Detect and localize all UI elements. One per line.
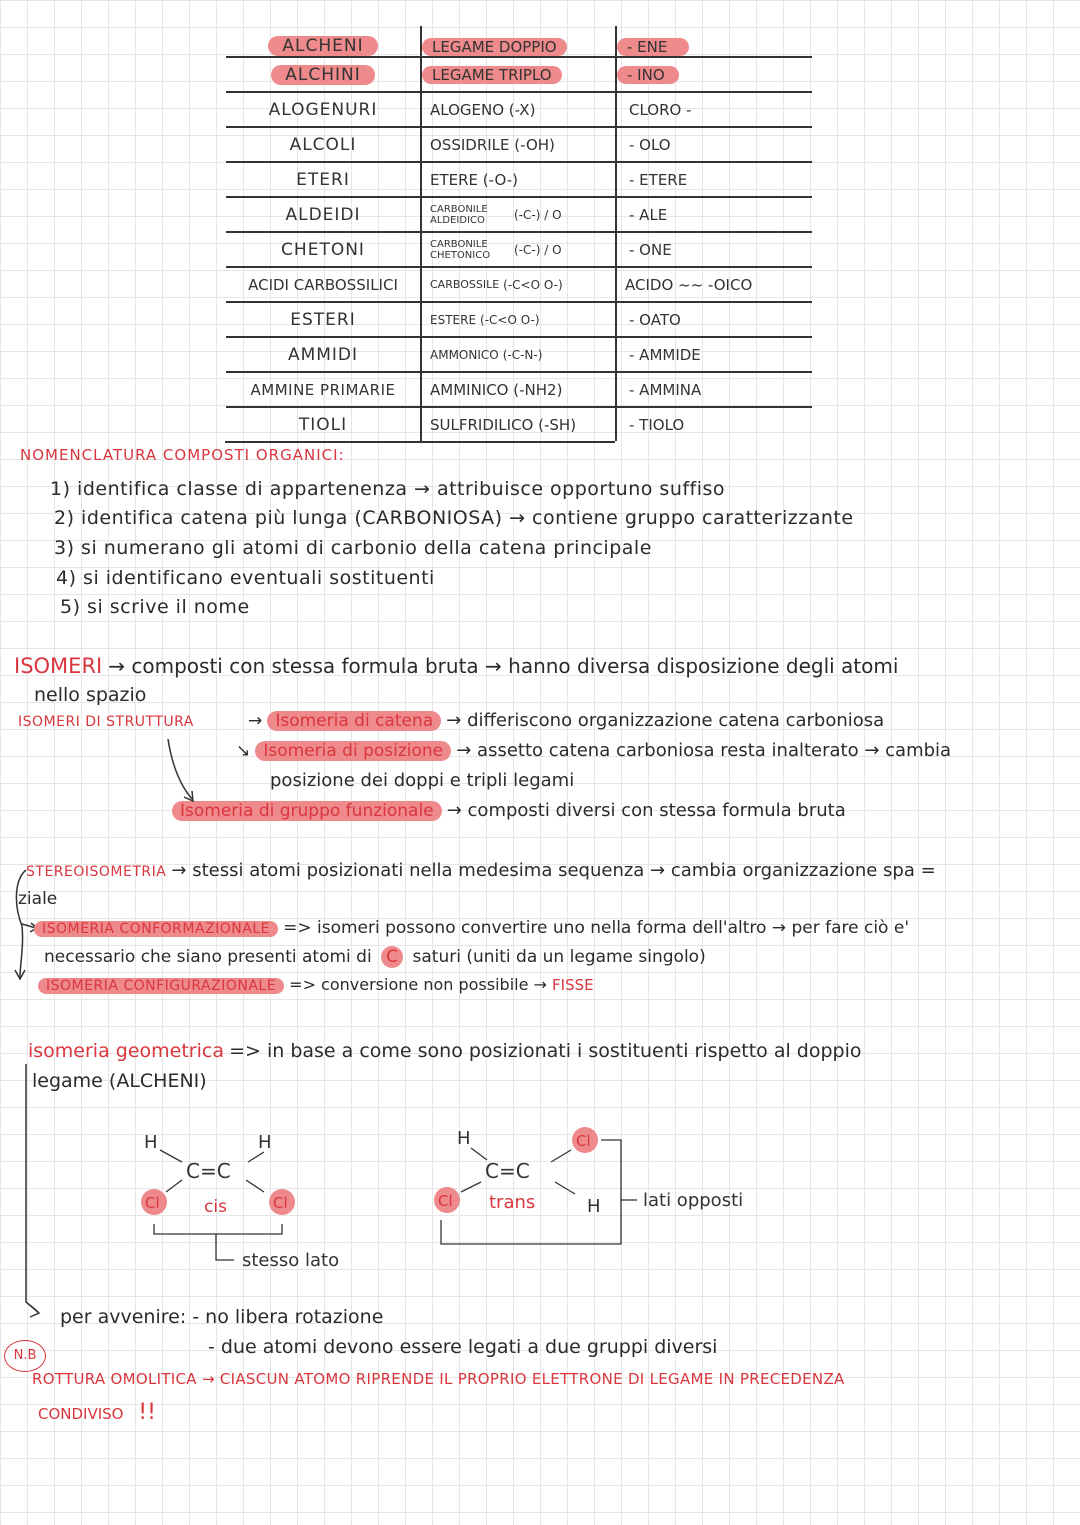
suffix-cell: - INO [617,66,679,84]
geometrica-bracket-line [14,1060,44,1320]
cis-cl2: Cl [273,1194,288,1212]
condition-2: - due atomi devono essere legati a due gruppi diversi [208,1336,718,1358]
formula-cell: (-C<O O-) [503,277,563,292]
suffix-cell: - AMMINA [629,380,702,399]
struttura-branch-arrow [150,735,210,805]
group-cell: AMMONICO [430,347,499,362]
config-fixed: FISSE [552,976,594,994]
group-cell: LEGAME DOPPIO [422,38,567,56]
conf-label: ISOMERIA CONFORMAZIONALE [34,921,278,937]
class-cell: AMMIDI [287,344,359,365]
note-text: ROTTURA OMOLITICA → CIASCUN ATOMO RIPRENDE IL PROPRIO ELETTRONE DI LEGAME IN PRECEDENZA [32,1370,845,1388]
gruppo-label: Isomeria di gruppo funzionale [172,801,442,821]
trans-cl1: Cl [576,1132,591,1150]
nomenclatura-step: 4) si identificano eventuali sostituenti [56,567,435,589]
note-text-cont: CONDIVISO [38,1405,124,1423]
isomeri-line [14,654,898,678]
posizione-text-2: posizione dei doppi e tripli legami [270,770,575,791]
group-cell: LEGAME TRIPLO [422,66,562,84]
class-cell: ALCOLI [289,134,357,155]
geometrica-label: isomeria geometrica [28,1040,224,1062]
cis-bond: C=C [186,1159,231,1183]
note-exclaim: !! [138,1400,156,1425]
conf-text-2a: necessario che siano presenti atomi di [44,947,372,967]
class-cell: ALCHENI [268,36,377,56]
config-text: => conversione non possibile → [289,975,547,994]
isomeri-title: ISOMERI [14,654,103,678]
geometrica-line [28,1040,862,1062]
group-cell: AMMINICO (-NH2) [430,380,563,399]
stereo-line [26,860,936,881]
stereo-text-cont: ziale [18,889,58,909]
catena-line: → Isomeria di catena → differiscono organizzazione catena carboniosa [248,710,885,731]
table-row [226,58,812,93]
group-cell: CARBOSSILE [430,278,500,291]
table-row [226,198,812,233]
group-cell: CARBONILE ALDEIDICO [430,203,488,226]
nomenclatura-step: 1) identifica classe di appartenenza → attribuisce opportuno suffiso [50,478,726,500]
nomenclatura-step: 2) identifica catena più lunga (CARBONIOSA) → contiene gruppo caratterizzante [54,507,854,529]
group-cell: CARBONILE CHETONICO [430,238,491,261]
functional-groups-table [226,26,812,443]
class-cell: ALDEIDI [285,204,361,225]
formula-cell: (-C-N-) [502,347,543,362]
class-cell: ESTERI [290,309,356,330]
config-line [38,975,594,994]
conf-text-2b: saturi (uniti da un legame singolo) [412,947,706,967]
catena-text: → differiscono organizzazione catena carboniosa [446,710,885,731]
cis-cl1: Cl [145,1194,160,1212]
suffix-cell: - ONE [629,240,672,259]
table-row [226,303,812,338]
geometrica-text-cont: legame (ALCHENI) [32,1070,207,1092]
conf-line-2 [44,946,706,968]
posizione-label: Isomeria di posizione [255,741,451,761]
isomeri-definition-cont: nello spazio [34,684,147,706]
condition-intro: per avvenire: [60,1306,187,1328]
class-cell: CHETONI [281,239,365,260]
suffix-cell: ACIDO ~~ -OICO [625,275,753,294]
table-row [226,338,812,373]
group-cell: ETERE (-O-) [430,170,518,189]
table-row [226,163,812,198]
trans-bond: C=C [485,1159,530,1183]
table-row [226,233,812,268]
class-cell: ETERI [296,169,350,190]
carbon-atom-badge: C [381,946,403,968]
class-cell: AMMINE PRIMARIE [250,380,396,399]
geometrica-text: => in base a come sono posizionati i sostituenti rispetto al doppio [229,1040,862,1062]
suffix-cell: - ALE [629,205,668,224]
cis-h1: H [144,1132,158,1153]
isomeri-definition: → composti con stessa formula bruta → hanno diversa disposizione degli atomi [108,654,899,678]
gruppo-line [172,800,846,821]
note-line-2 [38,1400,156,1425]
cis-caption: stesso lato [242,1250,340,1271]
trans-h2: H [587,1196,601,1217]
table-row [226,373,812,408]
cis-isomer-diagram [130,1120,370,1280]
trans-cl2: Cl [438,1192,453,1210]
table-row [226,408,812,441]
suffix-cell: - OLO [629,135,671,154]
conf-line [34,918,909,938]
suffix-cell: - OATO [629,310,681,329]
cis-label: cis [204,1197,227,1217]
group-cell: SULFRIDILICO (-SH) [430,415,577,434]
stereo-text: → stessi atomi posizionati nella medesima sequenza → cambia organizzazione spa = [171,860,936,881]
trans-h1: H [457,1128,471,1149]
trans-label: trans [489,1192,536,1213]
table-row [226,268,812,303]
posizione-line: ↘ Isomeria di posizione → assetto catena carboniosa resta inalterato → cambia [236,740,952,761]
config-label: ISOMERIA CONFIGURAZIONALE [38,978,284,994]
table-row [226,128,812,163]
nomenclatura-title: NOMENCLATURA COMPOSTI ORGANICI: [20,446,345,464]
conf-text: => isomeri possono convertire uno nella forma dell'altro → per fare ciò e' [283,918,909,938]
catena-label: Isomeria di catena [267,711,441,731]
suffix-cell: CLORO - [629,100,692,119]
cis-h2: H [258,1132,272,1153]
isomeri-struttura-title: ISOMERI DI STRUTTURA [18,714,194,730]
table-bottom-rule [225,441,615,443]
class-cell: TIOLI [298,414,348,435]
class-cell: ACIDI CARBOSSILICI [248,275,398,294]
stereo-title: STEREOISOMETRIA [26,864,167,880]
posizione-text: → assetto catena carboniosa resta inalterato → cambia [456,740,952,761]
table-row [226,26,812,58]
group-cell: ALOGENO (-X) [430,100,536,119]
formula-cell: (-C<O O-) [480,312,540,327]
table-row [226,93,812,128]
nomenclatura-step: 3) si numerano gli atomi di carbonio della catena principale [54,537,652,559]
trans-isomer-diagram [425,1120,805,1260]
suffix-cell: - AMMIDE [629,345,701,364]
class-cell: ALCHINI [271,65,375,85]
suffix-cell: - TIOLO [629,415,685,434]
group-cell: OSSIDRILE (-OH) [430,135,555,154]
formula-cell: (-C-) / O [514,242,562,257]
gruppo-text: → composti diversi con stessa formula bruta [446,800,846,821]
nb-badge: N.B [4,1340,46,1372]
trans-caption: lati opposti [643,1190,744,1211]
group-cell: ESTERE [430,312,477,327]
condition-1: - no libera rotazione [192,1306,384,1328]
condition-line-1 [60,1306,383,1328]
formula-cell: (-C-) / O [514,207,562,222]
class-cell: ALOGENURI [268,99,378,120]
nomenclatura-step: 5) si scrive il nome [60,596,250,618]
suffix-cell: - ENE [617,38,689,56]
suffix-cell: - ETERE [629,170,688,189]
